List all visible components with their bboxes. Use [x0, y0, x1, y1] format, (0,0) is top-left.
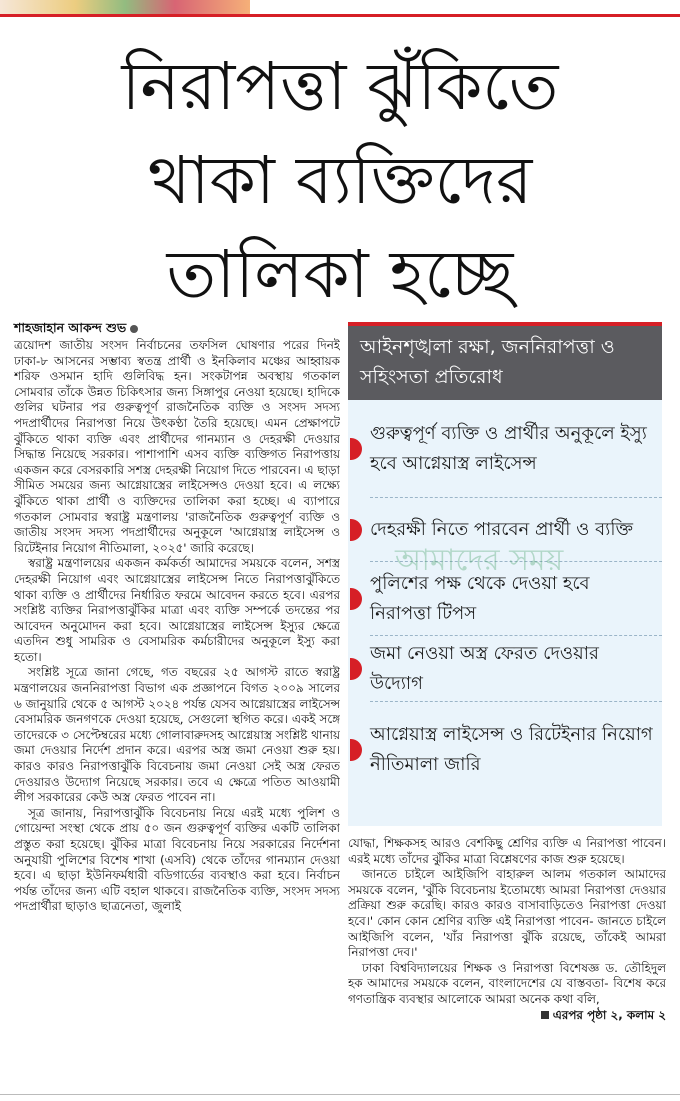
continuation-text: এরপর পৃষ্ঠা ২, কলাম ২ — [552, 1007, 666, 1022]
headline-line-2: থাকা ব্যক্তিদের — [147, 142, 533, 219]
byline-dot-icon — [130, 325, 138, 333]
headline — [0, 40, 680, 322]
paragraph-7: ঢাকা বিশ্ববিদ্যালয়ের শিক্ষক ও নিরাপত্তা বিশেষজ্ঞ ড. তৌহিদুল হক আমাদের সময়কে বলেন, বাংলাদেশের যে বাস্তবতা- বিশেষ করে গণতান্ত্রিক ব্যবস্থার আলোকে আমরা অনেক কথা বলি, — [348, 960, 666, 1006]
red-marker-icon — [350, 739, 362, 761]
byline — [14, 320, 138, 340]
sidebar-item-police-tips — [370, 562, 662, 636]
paragraph-1: ত্রয়োদশ জাতীয় সংসদ নির্বাচনের তফসিল ঘোষণার পরের দিনই ঢাকা-৮ আসনের সম্ভাব্য স্বতন্ত্র প্রার্থী ও ইনকিলাব মঞ্চের আহ্বায়ক শরিফ ওসমান হাদি গুলিবিদ্ধ হন। সংকটাপন্ন অবস্থায় গতকাল সোমবার তাঁকে উন্নত চিকিৎসার জন্য সিঙ্গাপুর নেওয়া হয়েছে। হাদিকে গুলির ঘটনার পর গুরুত্বপূর্ণ রাজনৈতিক ব্যক্তি ও সংসদ সদস্য পদপ্রার্থীদের নিরাপত্তা নিয়ে উৎকণ্ঠা তৈরি হয়েছে। এমন প্রেক্ষাপটে ঝুঁকিতে থাকা ব্যক্তি এবং প্রার্থীদের গানম্যান ও দেহরক্ষী দেওয়ার সিদ্ধান্ত নিয়েছে সরকার। পাশাপাশি এসব ব্যক্তি ব্যক্তিগত নিরাপত্তায় একজন করে বেসরকারি সশস্ত্র দেহরক্ষী নিয়োগ দিতে পারবেন। এ ছাড়া সীমিত সময়ের জন্য আগ্নেয়াস্ত্রের লাইসেন্সও দেওয়া হবে। এ লক্ষ্যে ঝুঁকিতে থাকা প্রার্থী ও ব্যক্তিদের তালিকা করা হচ্ছে। এ ব্যাপারে গতকাল সোমবার স্বরাষ্ট্র মন্ত্রণালয় 'রাজনৈতিক গুরুত্বপূর্ণ ব্যক্তি ও জাতীয় সংসদ সদস্য পদপ্রার্থীদের অনুকূলে 'আগ্নেয়াস্ত্র লাইসেন্স ও রিটেইনার নিয়োগ নীতিমালা, ২০২৫' জারি করেছে। — [14, 338, 340, 555]
sidebar-item-text: গুরুত্বপূর্ণ ব্যক্তি ও প্রার্থীর অনুকূলে ইস্যু হবে আগ্নেয়াস্ত্র লাইসেন্স — [370, 422, 647, 474]
continuation-note — [348, 1008, 666, 1024]
red-marker-icon — [350, 588, 362, 610]
watermark-logo: আমাদের সময় — [395, 543, 564, 578]
red-marker-icon — [350, 658, 362, 680]
sidebar-item-text: আগ্নেয়াস্ত্র লাইসেন্স ও রিটেইনার নিয়োগ নীতিমালা জারি — [370, 724, 653, 775]
sidebar-title: আইনশৃঙ্খলা রক্ষা, জননিরাপত্তা ও সহিংসতা প্রতিরোধ — [348, 326, 662, 400]
paragraph-5: যোদ্ধা, শিক্ষকসহ আরও বেশকিছু শ্রেণির ব্যক্তি এ নিরাপত্তা পাবেন। এরই মধ্যে তাঁদের ঝুঁকির মাত্রা বিশ্লেষণের কাজ শুরু হয়েছে। — [348, 836, 666, 866]
bottom-rule — [0, 1094, 680, 1095]
author-name: শাহজাহান আকন্দ শুভ — [14, 320, 127, 335]
paragraph-6: জানতে চাইলে আইজিপি বাহারুল আলম গতকাল আমাদের সময়কে বলেন, 'ঝুঁকি বিবেচনায় ইতোমধ্যে আমরা নিরাপত্তা দেওয়ার প্রক্রিয়া শুরু করেছি। কারও কারও বাসাবাড়িতেও নিরাপত্তা দেওয়া হবে।' কোন কোন শ্রেণির ব্যক্তি এই নিরাপত্তা পাবেন- জানতে চাইলে আইজিপি বলেন, 'যাঁর নিরাপত্তা ঝুঁকি রয়েছে, তাঁকেই আমরা নিরাপত্তা দেব।' — [348, 867, 666, 960]
article-right-column — [348, 836, 666, 1091]
article-left-column — [14, 338, 340, 1088]
sidebar-item-license — [370, 400, 662, 498]
red-marker-icon — [350, 438, 362, 460]
sidebar-item-text: জমা নেওয়া অস্ত্র ফেরত দেওয়ার উদ্যোগ — [370, 642, 599, 694]
paragraph-4: সূত্র জানায়, নিরাপত্তাঝুঁকি বিবেচনায় নিয়ে এরই মধ্যে পুলিশ ও গোয়েন্দা সংস্থা থেকে প্রায় ৫০ জন গুরুত্বপূর্ণ ব্যক্তির একটি তালিকা প্রস্তুত করা হয়েছে। ঝুঁকির মাত্রা বিবেচনায় নিয়ে সরকারের নির্দেশনা অনুযায়ী পুলিশের বিশেষ শাখা (এসবি) থেকে তাঁদের গানম্যান দেওয়া হবে। এ ছাড়া ইউনিফর্মধারী বডিগার্ডের ব্যবস্থাও করা হবে। নির্বাচন পর্যন্ত তাঁদের জন্য এটি বহাল থাকবে। রাজনৈতিক ব্যক্তি, সংসদ সদস্য পদপ্রার্থীরা ছাড়াও ছাত্রনেতা, জুলাই — [14, 805, 340, 914]
headline-line-3: তালিকা হচ্ছে — [166, 236, 514, 313]
sidebar-item-text: পুলিশের পক্ষ থেকে দেওয়া হবে নিরাপত্তা টিপস — [370, 572, 590, 624]
square-bullet-icon — [541, 1011, 549, 1019]
headline-line-1: নিরাপত্তা ঝুঁকিতে — [121, 48, 559, 125]
sidebar-item-bodyguard — [370, 498, 662, 562]
sidebar-item-policy — [370, 702, 662, 798]
header-image-strip — [0, 0, 250, 14]
sidebar-item-text: দেহরক্ষী নিতে পারবেন প্রার্থী ও ব্যক্তি — [370, 518, 634, 540]
paragraph-3: সংশ্লিষ্ট সূত্রে জানা গেছে, গত বছরের ২৫ আগস্ট রাতে স্বরাষ্ট্র মন্ত্রণালয়ের জননিরাপত্তা বিভাগ এক প্রজ্ঞাপনে বিগত ২০০৯ সালের ৬ জানুয়ারি থেকে ৫ আগস্ট ২০২৪ পর্যন্ত যেসব আগ্নেয়াস্ত্রের লাইসেন্স বেসামরিক জনগণকে দেওয়া হয়েছে, সেগুলো স্থগিত করে। একই সঙ্গে তাদেরকে ৩ সেপ্টেম্বরের মধ্যে গোলাবারুদসহ আগ্নেয়াস্ত্র সংশ্লিষ্ট থানায় জমা দেওয়ার নির্দেশ প্রদান করে। এরপর অস্ত্র জমা নেওয়া শুরু হয়। কারও কারও নিরাপত্তাঝুঁকি বিবেচনায় জমা নেওয়া সেই অস্ত্র ফেরত দেওয়ারও উদ্যোগ নিয়েছে সরকার। তবে এ ক্ষেত্রে পতিত আওয়ামী লীগ সরকারের কেউ অস্ত্র ফেরত পাবেন না। — [14, 665, 340, 805]
paragraph-2: স্বরাষ্ট্র মন্ত্রণালয়ের একজন কর্মকর্তা আমাদের সময়কে বলেন, সশস্ত্র দেহরক্ষী নিয়োগ এবং আগ্নেয়াস্ত্রের লাইসেন্স নিতে নিরাপত্তাঝুঁকিতে থাকা ব্যক্তি ও প্রার্থীদের নির্ধারিত ফরমে আবেদন করতে হবে। এরপর সংশ্লিষ্ট ব্যক্তির নিরাপত্তাঝুঁকির মাত্রা এবং ব্যক্তি সম্পর্কে তদন্তের পর আবেদন অনুমোদন করা হবে। আগ্নেয়াস্ত্রের লাইসেন্স ইস্যুর ক্ষেত্রে এতদিন শুধু সামরিক ও বেসামরিক কর্মচারীদের অনুকূলে ইস্যু করা হতো। — [14, 556, 340, 664]
sidebar-item-weapon-return — [370, 636, 662, 702]
red-marker-icon — [350, 519, 362, 541]
highlights-sidebar — [348, 322, 662, 826]
top-red-rule — [0, 14, 680, 17]
